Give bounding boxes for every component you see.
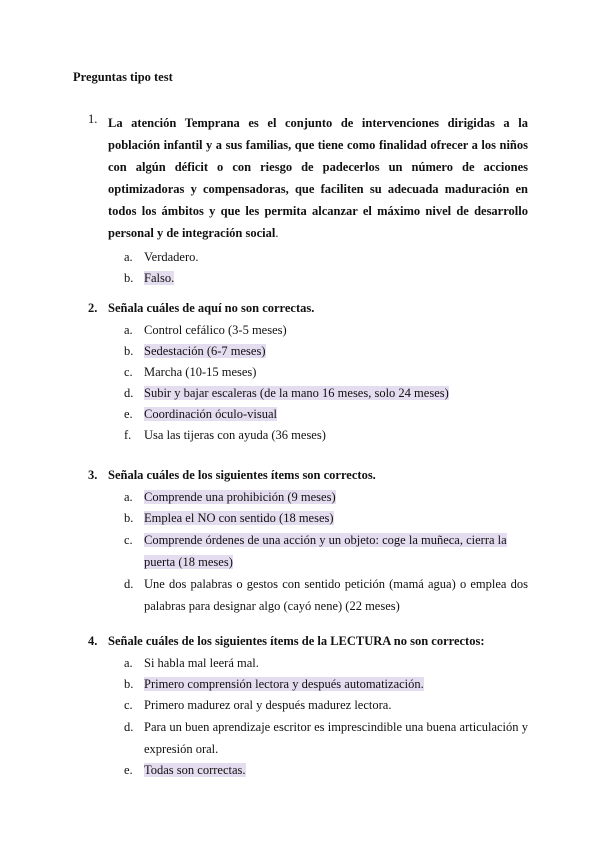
option-b[interactable]: b. Falso.: [124, 271, 175, 285]
option-d[interactable]: d. Une dos palabras o gestos con sentido petición (mamá agua) o emplea dos palabras para designar algo (cayó nene) (22 meses): [124, 577, 528, 613]
question-text: Señale cuáles de los siguientes ítems de la LECTURA no son correctos:: [108, 634, 485, 648]
page-heading: Preguntas tipo test: [73, 70, 173, 84]
option-a[interactable]: a. Verdadero.: [124, 250, 199, 264]
question-number: 4.: [88, 634, 98, 648]
option-d[interactable]: d. Para un buen aprendizaje escritor es imprescindible una buena articulación y expresión oral.: [124, 720, 528, 756]
option-a[interactable]: a. Si habla mal leerá mal.: [124, 656, 259, 670]
question-number: 3.: [88, 468, 98, 482]
option-a[interactable]: a. Comprende una prohibición (9 meses): [124, 490, 336, 504]
question-number: 1.: [88, 112, 98, 126]
question-3: [88, 468, 528, 617]
options-list: [124, 247, 528, 289]
option-c[interactable]: c. Primero madurez oral y después madurez lectora.: [124, 698, 392, 712]
option-c[interactable]: c. Marcha (10-15 meses): [124, 365, 257, 379]
option-d[interactable]: d. Subir y bajar escaleras (de la mano 16 meses, solo 24 meses): [124, 386, 449, 400]
option-c[interactable]: c. Comprende órdenes de una acción y un objeto: coge la muñeca, cierra la puerta (18 meses): [124, 533, 507, 569]
options-list: [124, 653, 528, 781]
question-text: Señala cuáles de aquí no son correctas.: [108, 301, 315, 315]
question-text: La atención Temprana es el conjunto de intervenciones dirigidas a la población infantil y a sus familias, que tiene como finalidad ofrecer a los niños con algún déficit o con riesgo de padecerlos un número de acciones optimizadoras y compensadoras, que faciliten su adecuada maduración en todos los ámbitos y que les permita alcanzar el máximo nivel de desarrollo personal y de integración social.: [108, 116, 528, 240]
option-f[interactable]: f. Usa las tijeras con ayuda (36 meses): [124, 428, 326, 442]
option-b[interactable]: b. Sedestación (6-7 meses): [124, 344, 266, 358]
question-1: [88, 112, 528, 289]
option-b[interactable]: b. Emplea el NO con sentido (18 meses): [124, 511, 334, 525]
question-text: Señala cuáles de los siguientes ítems son correctos.: [108, 468, 376, 482]
question-number: 2.: [88, 301, 98, 315]
options-list: [124, 487, 528, 617]
options-list: [124, 320, 528, 446]
option-e[interactable]: e. Todas son correctas.: [124, 763, 246, 777]
option-e[interactable]: e. Coordinación óculo-visual: [124, 407, 277, 421]
question-2: [88, 301, 528, 446]
option-a[interactable]: a. Control cefálico (3-5 meses): [124, 323, 287, 337]
option-b[interactable]: b. Primero comprensión lectora y después automatización.: [124, 677, 424, 691]
question-4: [88, 634, 528, 781]
